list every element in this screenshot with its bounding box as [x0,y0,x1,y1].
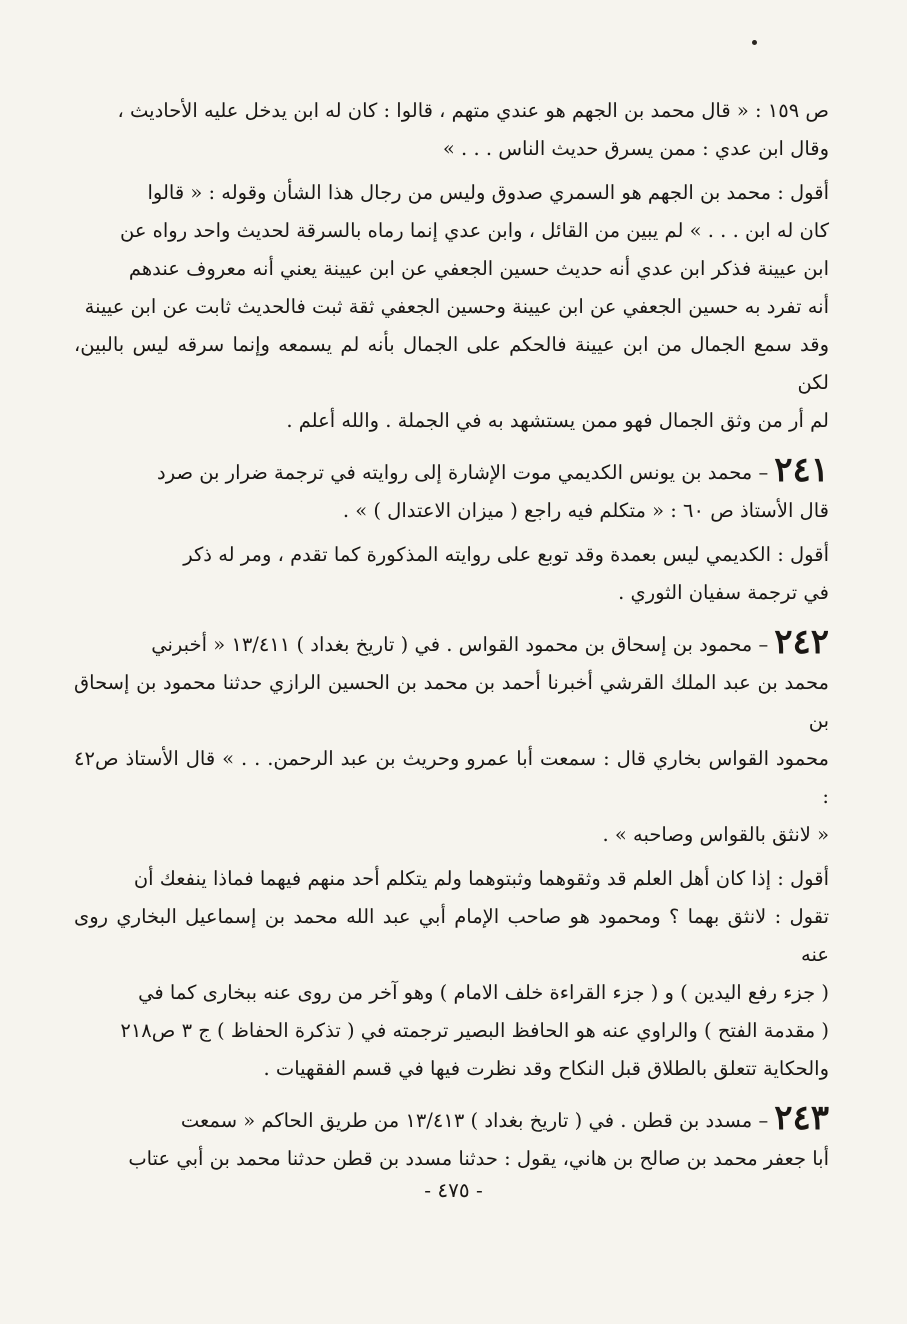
entry-242-comment [74,860,829,1088]
text-line: أقول : محمد بن الجهم هو السمري صدوق وليس من رجال هذا الشأن وقوله : « قالوا [147,181,829,204]
text-line: – مسدد بن قطن . في ( تاريخ بغداد ) ١٣/٤١٣ من طريق الحاكم « سمعت [180,1109,769,1132]
text-line: أنه تفرد به حسين الجعفي عن ابن عيينة وحسين الجعفي ثقة ثبت فالحديث ثابت عن ابن عيينة [84,295,829,318]
text-line: أبا جعفر محمد بن صالح بن هاني، يقول : حدثنا مسدد بن قطن حدثنا محمد بن أبي عتاب [128,1147,829,1170]
text-line: كان له ابن . . . » لم يبين من القائل ، وابن عدي إنما رماه بالسرقة لحديث واحد رواه عن [120,219,829,242]
quote-paragraph [74,92,829,168]
entry-number: ٢٤٣ [774,1098,829,1138]
text-line: ( جزء رفع اليدين ) و ( جزء القراءة خلف الامام ) وهو آخر من روى عنه ببخارى كما في [138,981,829,1004]
text-line: أقول : إذا كان أهل العلم قد وثقوهما وثبتوهما ولم يتكلم أحد منهم فيهما فماذا ينفعك أن [133,867,829,890]
text-line: محمود القواس بخاري قال : سمعت أبا عمرو وحريث بن عبد الرحمن. . . » قال الأستاذ ص٤٢ : [74,747,829,808]
text-line: في ترجمة سفيان الثوري . [618,581,829,604]
comment-paragraph [74,174,829,440]
entry-number: ٢٤٢ [774,622,829,662]
text-line: قال الأستاذ ص ٦٠ : « متكلم فيه راجع ( ميزان الاعتدال ) » . [342,499,829,522]
text-line: ابن عيينة فذكر ابن عدي أنه حديث حسين الجعفي عن ابن عيينة يعني أنه معروف عندهم [128,257,829,280]
text-line: ص ١٥٩ : « قال محمد بن الجهم هو عندي متهم ، قالوا : كان له ابن يدخل عليه الأحاديث ، [117,99,829,122]
text-line: وقد سمع الجمال من ابن عيينة فالحكم على الجمال بأنه لم يسمعه وإنما سرقه ليس بالبين، لكن [74,333,829,394]
text-line: محمد بن عبد الملك القرشي أخبرنا أحمد بن محمد بن الحسين الرازي حدثنا محمود بن إسحاق بن [74,671,829,732]
text-line: والحكاية تتعلق بالطلاق قبل النكاح وقد نظرت فيها في قسم الفقهيات . [263,1057,829,1080]
entry-241-comment [74,536,829,612]
text-line: – محمد بن يونس الكديمي موت الإشارة إلى روايته في ترجمة ضرار بن صرد [157,461,769,484]
text-line: وقال ابن عدي : ممن يسرق حديث الناس . . . » [442,137,829,160]
text-line: – محمود بن إسحاق بن محمود القواس . في ( تاريخ بغداد ) ١٣/٤١١ « أخبرني [151,633,769,656]
text-line: لم أر من وثق الجمال فهو ممن يستشهد به في الجملة . والله أعلم . [286,409,829,432]
text-line: تقول : لانثق بهما ؟ ومحمود هو صاحب الإمام أبي عبد الله محمد بن إسماعيل البخاري روى عنه [74,905,829,966]
entry-242 [74,622,829,854]
text-line: أقول : الكديمي ليس بعمدة وقد توبع على روايته المذكورة كما تقدم ، ومر له ذكر [183,543,829,566]
text-line: ( مقدمة الفتح ) والراوي عنه هو الحافظ البصير ترجمته في ( تذكرة الحفاظ ) ج ٣ ص٢١٨ [120,1019,829,1042]
page-number: - ٤٧٥ - [424,1178,483,1202]
text-line: « لانثق بالقواس وصاحبه » . [602,823,829,846]
entry-243 [74,1098,829,1178]
entry-number: ٢٤١ [774,450,829,490]
entry-241 [74,450,829,530]
ink-dot [752,40,757,45]
page-body [74,92,829,1178]
